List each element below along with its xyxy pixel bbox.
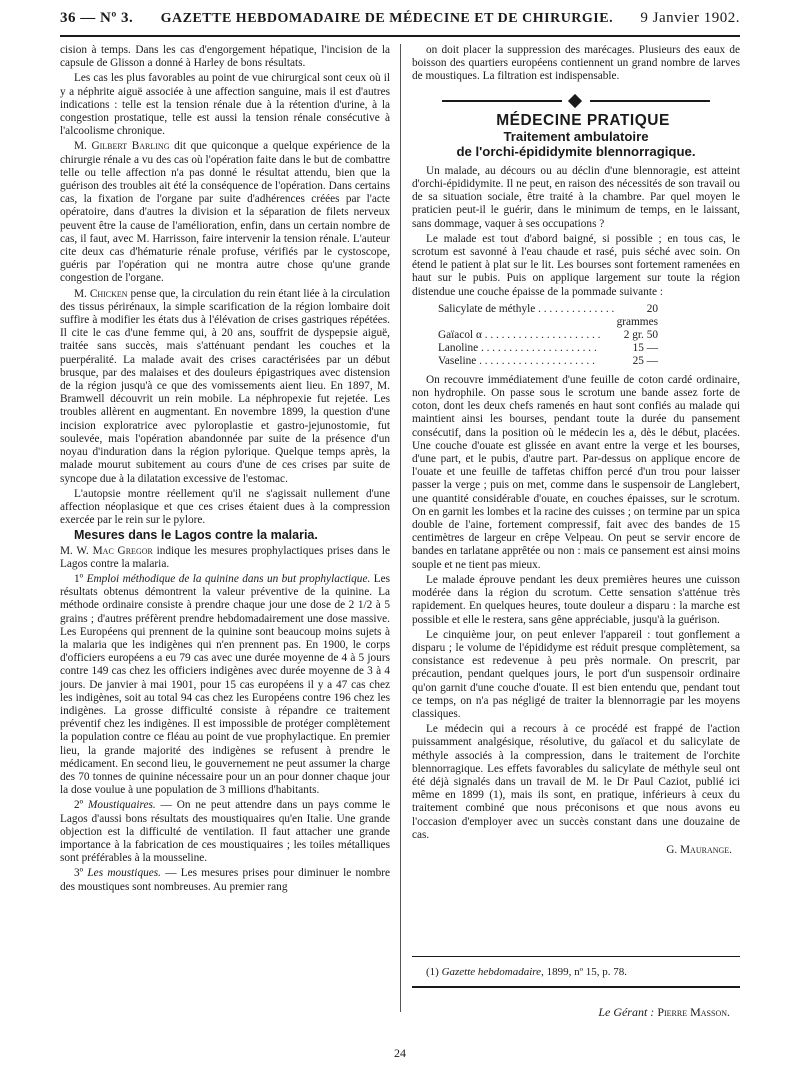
- formula-row: Salicylate de méthyle . . . 20 grammes: [438, 303, 698, 329]
- left-column: [60, 44, 390, 1044]
- ornament-line: [590, 100, 710, 102]
- paragraph: Le médecin qui a recours à ce procédé est frappé de l'action puissamment analgésique, résolutive, du gaïacol et du salicylate de méthyle associés à la compression, dans le traitement de l'orchite blennorragique. Les effets favorables du salicylate de méthyle seul ont été déjà signalés dans un travail de M. le Dr Paul Caziot, publié ici même en 1899 (1), mais ils sont, en pratique, inférieurs à ceux du traitement combiné que nous préconisons et que nous avons eu l'occasion d'employer avec un succès constant dans une douzaine de cas.: [412, 723, 740, 841]
- author-signature: G. Maurange.: [666, 843, 732, 856]
- author-name: M. W. Mac Gregor: [60, 544, 153, 557]
- column-divider: [400, 44, 401, 1012]
- paragraph: Les cas les plus favorables au point de vue chirurgical sont ceux où il y a néphrite aiguë associée à une affection sanguine, mais il est d'autres indications : telle est la tension rénale due à la rétention d'urine, à la congestion prostatique, telle est aussi la tension rénale consécutive à l'alcoolisme chronique.: [60, 72, 390, 138]
- right-column: [412, 44, 740, 856]
- item-title: Moustiquaires.: [88, 799, 156, 812]
- paragraph: Un malade, au décours ou au déclin d'une blennoragie, est atteint d'orchi-épididymite. Il ne peut, en raison des nécessités de son travail ou de sa situation sociale, être traité à la chambre. Par quel moyen le praticien peut-il le guérir, dans le minimum de temps, en le laissant, sans dommage, vaquer à ses occupations ?: [412, 164, 740, 230]
- paragraph: On recouvre immédiatement d'une feuille de coton cardé ordinaire, non hydrophile. On passe sous le scrotum une bande assez forte de coton, dont les deux chefs ramenés en haut sont confiés au malade qui maintient ainsi les bourses, pendant toute la durée du pansement consécutif, dans la position où le médecin les a, dès le début, placées. Une couche d'ouate est glissée en avant entre la verge et les bourses, d'une part, et le pubis, d'autre part. Par-dessus on applique encore de l'ouate et une feuille de taffetas chiffon percé d'un trou pour laisser passer la verge ; puis on met, comme dans le suspensoir de Langlebert, une quantité considérable d'ouate, en couches épaisses, sur le scrotum. On en garnit les lombes et la racine des cuisses ; on termine par un spica double de l'aine, fortement compressif, fait avec des bandes de 15 centimètres de largeur en crêpe Velpeau. On peut se servir encore de bandes en tarlatane apprêtée ou non : mais ce pansement est ainsi moins souple et ne tient pas mieux.: [412, 373, 740, 571]
- item-title: Les moustiques.: [87, 867, 161, 880]
- item-title: Emploi méthodique de la quinine dans un but prophylactique.: [86, 572, 371, 585]
- issue-date: 9 Janvier 1902.: [640, 10, 740, 26]
- paragraph: Le malade est tout d'abord baigné, si possible ; en tous cas, le scrotum est savonné à l'eau chaude et rasé, puis séché avec soin. On étend le patient à plat sur le lit. Les bourses sont fortement ramenées en haut sur le pubis. Puis on applique largement sur toute la région distendue une couche épaisse de la pommade suivante :: [412, 232, 740, 298]
- paragraph: on doit placer la suppression des marécages. Plusieurs des eaux de boisson des quartiers européens contiennent un grand nombre de larves de moustiques. La filtration est indispensable.: [412, 44, 740, 83]
- manager-line: Le Gérant : Pierre Masson.: [598, 1005, 730, 1019]
- author-name: M. Gilbert Barling: [74, 140, 170, 153]
- section-ornament: [412, 94, 740, 108]
- paragraph: Le malade éprouve pendant les deux premières heures une cuisson modérée dans la région du scrotum. Cette sensation s'atténue très rapidement. En quelques heures, toute douleur a disparu : la marche est possible et elle le restera, sans gêne appréciable, jusqu'à la guérison.: [412, 573, 740, 626]
- formula-row: Lanoline . . . 15 —: [438, 342, 698, 355]
- list-item: 1º Emploi méthodique de la quinine dans un but prophylactique. Les résultats obtenus démontrent la valeur préventive de la quinine. La méthode ordinaire consiste à prendre chaque jour une dose de 2 1/2 à 5 grains ; d'autres préfèrent prendre hebdomadairement une dose massive. Les Européens qui prennent de la quinine sont beaucoup moins sujets à la malaria que les indigènes qui n'en prennent pas. En 1900, le corps d'officiers européens a eu 79 cas avec une durée moyenne de 4 à 5 jours contre 149 cas chez les officiers indigènes avec durée moyenne de 3 à 4 jours. De janvier à mai 1901, pour 15 cas européens il y a 47 cas chez les indigènes, soit au total 94 cas chez les Européens contre 196 chez les indigènes. La grosse difficulté consiste à répandre ce traitement préventif chez les indigènes. Il est impossible de protéger complètement la population contre ce fléau au point de vue prophylactique. En premier lieu, la grande majorité des indigènes se refusent à prendre le médicament. En second lieu, le gouvernement ne peut assumer la charge des 70 tonnes de quinine nécessaire pour un an pour donner chaque jour la dose voulue à une population de 3 millions d'habitants.: [60, 572, 391, 797]
- header-rule: [60, 35, 740, 37]
- paragraph: M. W. Mac Gregor indique les mesures prophylactiques prises dans le Lagos contre la malaria.: [60, 544, 390, 570]
- running-header: [60, 10, 740, 34]
- paragraph: M. Gilbert Barling dit que quiconque a quelque expérience de la chirurgie rénale a vu des cas où l'opération faite dans le but de combattre telle ou telle affection n'a pas donné le résultat attendu, bien que la guérison des troubles ait été la conséquence de l'opération. Dans certains cas, la fixation de l'organe par suite d'adhérences créées par l'acte opératoire, dans d'autres la division et la séparation de filets nerveux peuvent être la cause de l'amélioration, enfin, dans un certain nombre de cas, il faut, avec M. Harrisson, faire intervenir la tension rénale. L'auteur cite deux cas d'hématurie rénale profuse, vérifiés par le cystoscope, guéris par l'opération qui ne montra autre chose qu'une grande congestion de l'organe.: [60, 140, 390, 285]
- journal-title: GAZETTE HEBDOMADAIRE DE MÉDECINE ET DE CHIRURGIE.: [160, 11, 614, 26]
- prescription-formula: [438, 303, 698, 368]
- paragraph: cision à temps. Dans les cas d'engorgement hépatique, l'incision de la capsule de Glisson a donné à Harley de bons résultats.: [60, 44, 390, 70]
- formula-row: Gaïacol α . . . 2 gr. 50: [438, 329, 698, 342]
- paragraph: M. Chicken pense que, la circulation du rein étant liée à la circulation des tissus périrénaux, la simple scarification de la région lombaire doit suffire à modifier les états dus à l'élévation de crises gastriques répétées. Il cite le cas d'une femme qui, à 20 ans, souffrit de dyspepsie aiguë, traitée sans succès, mais s'atténuant pendant les couches et la puerpéralité. La malade avait des crises caractérisées par un début brusque, par des malaises et des douleurs épigastriques avec distension de la région jusqu'à ce que des vomissements aient lieu. En 1897, M. Bramwell découvrit un rein mobile. La néphropexie fut rejetée. Les troubles allèrent en augmentant. En novembre 1899, la question d'une incision exploratrice avec pyloroplastie et gastro-jejunostomie, fut soulevée, mais l'opération abandonnée par suite de la présence d'un noyau d'induration dans la région pylorique. Quelque temps après, la malade mourut subitement au cours d'une de ces crises par suite de syncope due à la dilatation excessive de l'estomac.: [60, 287, 390, 485]
- footnote-rule: [412, 956, 740, 957]
- paragraph: L'autopsie montre réellement qu'il ne s'agissait nullement d'une affection néoplasique et que ces crises étaient dues à la compression exercée par le rein sur le pylore.: [60, 487, 390, 527]
- section-title-malaria: Mesures dans le Lagos contre la malaria.: [74, 528, 318, 543]
- closing-rule: [412, 986, 740, 988]
- list-item: 2º Moustiquaires. — On ne peut attendre dans un pays comme le Lagos d'aussi bons résultats des moustiquaires qu'en Italie. Une grande objection est la difficulté de ventilation. Il faut attacher une grande importance à la fabrication de ces moustiquaires ; les toiles métalliques sont préférables à la mousseline.: [60, 799, 390, 865]
- author-name: M. Chicken: [74, 287, 128, 300]
- footnote: (1) Gazette hebdomadaire, 1899, nº 15, p. 78.: [426, 966, 627, 978]
- article-title: Traitement ambulatoire de l'orchi-épididymite blennorragique.: [456, 128, 696, 159]
- page-issue-number: 36 — Nº 3.: [60, 10, 134, 26]
- paragraph: Le cinquième jour, on peut enlever l'appareil : tout gonflement a disparu ; le volume de l'épididyme est réduit presque complètement, sa consistance est redevenue à peu près normale. On prescrit, par précaution, pendant quelques jours, le port d'un suspensoir ordinaire qu'on garnit d'une couche d'ouate. Il est bien entendu que, pendant tout ce temps, on n'a pas négligé de traiter la blennorragie par les moyens classiques.: [412, 628, 740, 720]
- ornament-line: [442, 100, 562, 102]
- ornament-diamond-icon: [568, 94, 582, 108]
- formula-row: Vaseline . . . 25 —: [438, 355, 698, 368]
- list-item: 3º Les moustiques. — Les mesures prises pour diminuer le nombre des moustiques sont nombreuses. Au premier rang: [60, 867, 390, 893]
- page-number: 24: [394, 1046, 406, 1060]
- rubric-title: MÉDECINE PRATIQUE: [496, 111, 670, 129]
